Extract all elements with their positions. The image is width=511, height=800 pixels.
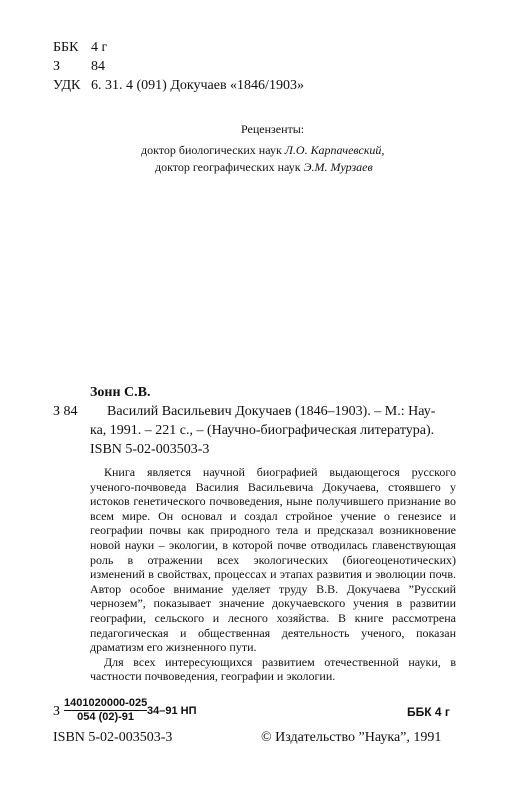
bbk-line xyxy=(53,40,107,56)
footer-isbn: ISBN 5-02-003503-3 xyxy=(53,730,173,745)
annotation xyxy=(90,465,456,684)
reviewer-2-degree: доктор географических наук xyxy=(155,160,301,174)
bbk-label: ББК xyxy=(53,40,79,55)
footer-fraction xyxy=(64,697,147,723)
footer-code-suffix: 34–91 НП xyxy=(147,705,197,717)
reviewer-1-degree: доктор биологических наук xyxy=(141,143,282,157)
biblio-line-2: ка, 1991. – 221 с., – (Научно-биографическая литература). xyxy=(90,423,435,438)
fraction-top: 1401020000-025 xyxy=(64,697,148,709)
footer-bbk: ББК 4 г xyxy=(407,705,450,719)
reviewer-1-name: Л.О. Карпачевский, xyxy=(284,143,385,157)
annotation-paragraph-1: Книга является научной биографией выдающегося русского ученого-почвоведа Василия Васильевича Докучаева, стоявшего у истоков генетического почвоведения, ныне получившего признание во всем мире. Он основал и создал стройное учение о генезисе и географии почвы как природного тела и предсказал возникновение новой науки – экологии, в которой почве отводилась главенствующая роль в отражении всех экологических (биогеоценотических) изменений в свойствах, процессах и этапах развития и эволюции почв. Автор особое внимание уделяет труду В.В. Докучаева ”Русский чернозем”, показывает значение докучаевского учения в развитии географии, сельского и лесного хозяйства. В книге рассмотрена педагогическая и общественная деятельность ученого, показан драматизм его жизненного пути. xyxy=(90,465,456,655)
udk-value: 6. 31. 4 (091) Докучаев «1846/1903» xyxy=(91,78,304,93)
reviewer-2-name: Э.М. Мурзаев xyxy=(303,160,373,174)
udk-label: УДК xyxy=(53,78,81,93)
z-line xyxy=(53,59,105,75)
footer-z-letter: З xyxy=(53,704,61,719)
copyright: © Издательство ”Наука”, 1991 xyxy=(261,730,442,745)
cipher: З 84 xyxy=(53,404,78,419)
z-value: 84 xyxy=(91,59,105,74)
bbk-value: 4 г xyxy=(91,40,108,55)
annotation-paragraph-2: Для всех интересующихся развитием отечественной науки, в частности почвоведения, географии и экологии. xyxy=(90,654,456,684)
biblio-line-1: Василий Васильевич Докучаев (1846–1903). – М.: Нау- xyxy=(107,404,436,419)
udk-line xyxy=(53,78,304,94)
reviewer-2 xyxy=(155,160,373,175)
reviewers-title: Рецензенты: xyxy=(241,122,305,136)
isbn-line: ISBN 5-02-003503-3 xyxy=(90,442,210,457)
reviewer-1 xyxy=(141,143,384,158)
fraction-bottom: 054 (02)-91 xyxy=(77,711,135,723)
z-label: З xyxy=(53,59,61,74)
author-name: Зонн С.В. xyxy=(90,385,151,400)
